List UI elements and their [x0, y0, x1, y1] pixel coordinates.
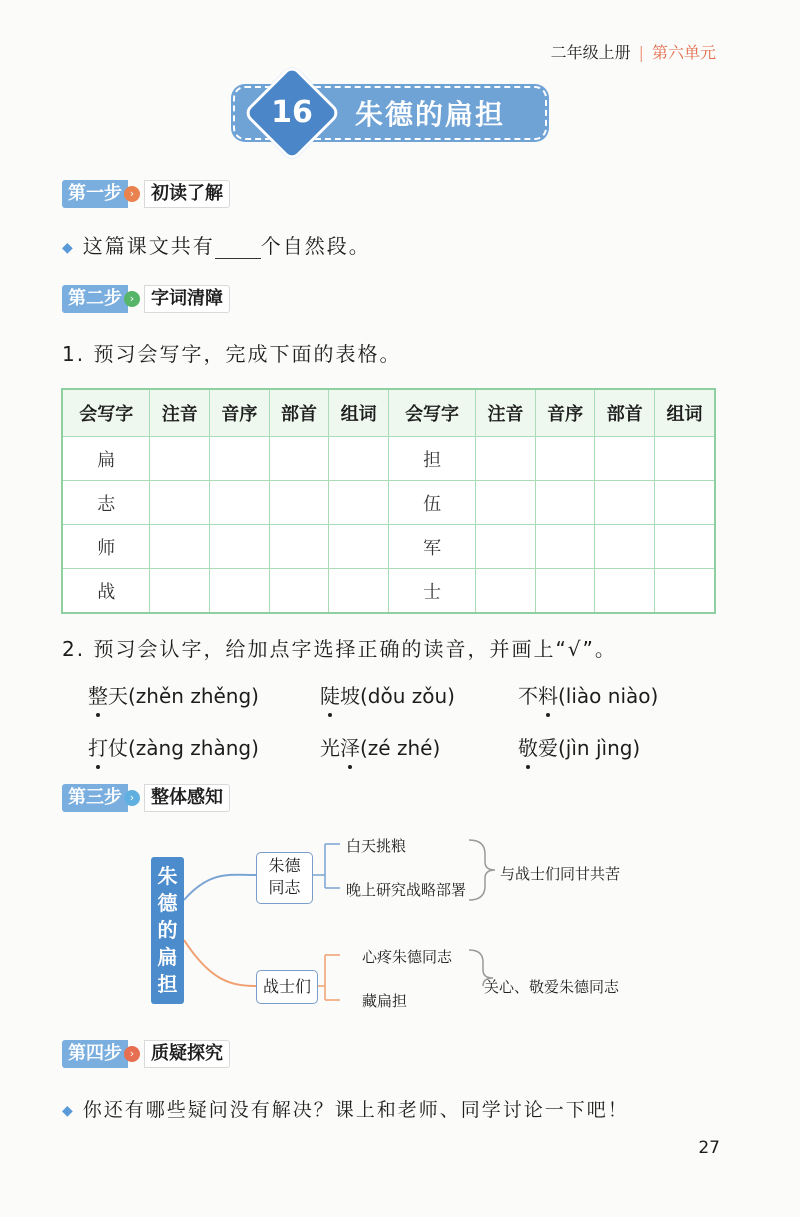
answer-cell[interactable] — [476, 569, 536, 614]
step1-label: 初读了解 — [144, 180, 230, 208]
mindmap-leaf: 白天挑粮 — [346, 837, 407, 855]
dotted-char: 整 — [88, 680, 108, 709]
char-rest: 仗 — [108, 736, 128, 760]
char-cell: 战 — [62, 569, 150, 614]
answer-cell[interactable] — [595, 437, 655, 481]
pinyin-options: (dǒu zǒu) — [360, 684, 455, 708]
char-cell: 士 — [388, 569, 475, 614]
answer-cell[interactable] — [595, 525, 655, 569]
step4-question — [62, 1095, 629, 1122]
answer-cell[interactable] — [329, 569, 389, 614]
answer-cell[interactable] — [476, 481, 536, 525]
step1-tag: 第一步 — [62, 180, 128, 208]
chevron-right-icon: › — [124, 186, 140, 202]
pinyin-item[interactable] — [88, 680, 259, 709]
lesson-number: 16 — [271, 95, 313, 130]
answer-cell[interactable] — [655, 525, 715, 569]
answer-blank[interactable] — [215, 238, 261, 259]
pinyin-options: (zhěn zhěng) — [128, 684, 259, 708]
step3-label: 整体感知 — [144, 784, 230, 812]
root-char: 德 — [157, 891, 178, 915]
dotted-char: 打 — [88, 732, 108, 761]
answer-cell[interactable] — [329, 437, 389, 481]
col-header: 组词 — [655, 389, 715, 437]
col-header: 部首 — [269, 389, 329, 437]
answer-cell[interactable] — [535, 525, 595, 569]
col-header: 部首 — [595, 389, 655, 437]
answer-cell[interactable] — [210, 525, 270, 569]
step4-tag: 第四步 — [62, 1040, 128, 1068]
grade-label: 二年级上册 — [550, 43, 631, 62]
col-header: 组词 — [329, 389, 389, 437]
step2-label: 字词清障 — [144, 285, 230, 313]
header-separator: | — [638, 43, 644, 62]
step3-tag: 第三步 — [62, 784, 128, 812]
dotted-char: 料 — [538, 680, 558, 709]
char-rest: 坡 — [340, 684, 360, 708]
mindmap-brackets — [465, 838, 505, 988]
answer-cell[interactable] — [269, 525, 329, 569]
answer-cell[interactable] — [595, 569, 655, 614]
question-1: 1. 预习会写字，完成下面的表格。 — [62, 342, 402, 366]
col-header: 音序 — [535, 389, 595, 437]
root-char: 担 — [157, 972, 178, 996]
unit-label: 第六单元 — [651, 43, 716, 62]
mindmap-connectors — [180, 830, 480, 1020]
chevron-right-icon: › — [124, 1046, 140, 1062]
root-char: 的 — [157, 918, 178, 942]
answer-cell[interactable] — [655, 569, 715, 614]
char-cell: 师 — [62, 525, 150, 569]
step4-header — [62, 1040, 230, 1068]
char-cell: 担 — [388, 437, 475, 481]
char-cell: 志 — [62, 481, 150, 525]
lesson-title: 朱德的扁担 — [354, 98, 505, 131]
dotted-char: 泽 — [340, 732, 360, 761]
pinyin-item[interactable] — [518, 680, 658, 709]
step1-question — [62, 230, 371, 259]
char-pre: 光 — [320, 736, 340, 760]
pinyin-item[interactable] — [320, 680, 455, 709]
mindmap-leaf: 晚上研究战略部署 — [346, 881, 467, 899]
pinyin-options: (liào niào) — [558, 684, 659, 708]
answer-cell[interactable] — [210, 481, 270, 525]
root-char: 朱 — [157, 864, 178, 888]
diamond-bullet-icon: ◆ — [62, 239, 75, 256]
col-header: 会写字 — [388, 389, 475, 437]
answer-cell[interactable] — [476, 525, 536, 569]
question-text: 你还有哪些疑问没有解决？课上和老师、同学讨论一下吧！ — [82, 1099, 629, 1121]
pinyin-options: (jìn jìng) — [558, 736, 641, 760]
col-header: 注音 — [150, 389, 210, 437]
pinyin-item[interactable] — [88, 732, 259, 761]
answer-cell[interactable] — [150, 569, 210, 614]
answer-cell[interactable] — [329, 481, 389, 525]
answer-cell[interactable] — [655, 481, 715, 525]
answer-cell[interactable] — [329, 525, 389, 569]
table-header-row — [62, 389, 715, 437]
pinyin-options: (zé zhé) — [360, 736, 441, 760]
mindmap-leaf: 藏扁担 — [362, 992, 408, 1010]
node-line: 朱德 — [268, 856, 301, 875]
answer-cell[interactable] — [535, 569, 595, 614]
char-pre: 不 — [518, 684, 538, 708]
table-row — [62, 437, 715, 481]
char-rest: 天 — [108, 684, 128, 708]
step1-header — [62, 180, 230, 208]
col-header: 音序 — [210, 389, 270, 437]
answer-cell[interactable] — [210, 569, 270, 614]
mindmap-node-soldiers: 战士们 — [256, 970, 318, 1004]
chevron-right-icon: › — [124, 790, 140, 806]
dotted-char: 陡 — [320, 680, 340, 709]
answer-cell[interactable] — [150, 481, 210, 525]
answer-cell[interactable] — [269, 437, 329, 481]
mindmap-summary: 关心、敬爱朱德同志 — [484, 978, 620, 996]
char-cell: 军 — [388, 525, 475, 569]
table-row — [62, 525, 715, 569]
step3-header — [62, 784, 230, 812]
pinyin-item[interactable] — [518, 732, 640, 761]
answer-cell[interactable] — [535, 481, 595, 525]
char-rest: 爱 — [538, 736, 558, 760]
step2-header — [62, 285, 230, 313]
mindmap-summary: 与战士们同甘共苦 — [500, 865, 621, 883]
answer-cell[interactable] — [535, 437, 595, 481]
step4-label: 质疑探究 — [144, 1040, 230, 1068]
root-char: 扁 — [157, 945, 178, 969]
lesson-title-banner — [233, 86, 547, 140]
question-2: 2. 预习会认字，给加点字选择正确的读音，并画上“√”。 — [62, 637, 617, 661]
writing-chars-table — [61, 388, 716, 614]
question-text-after: 个自然段。 — [260, 234, 371, 258]
answer-cell[interactable] — [476, 437, 536, 481]
answer-cell[interactable] — [150, 437, 210, 481]
answer-cell[interactable] — [150, 525, 210, 569]
question-text-before: 这篇课文共有 — [82, 234, 215, 258]
page-number: 27 — [698, 1138, 720, 1158]
answer-cell[interactable] — [269, 569, 329, 614]
table-row — [62, 481, 715, 525]
chevron-right-icon: › — [124, 291, 140, 307]
page-header — [551, 40, 716, 63]
col-header: 会写字 — [62, 389, 150, 437]
answer-cell[interactable] — [269, 481, 329, 525]
col-header: 注音 — [476, 389, 536, 437]
dotted-char: 敬 — [518, 732, 538, 761]
mindmap-root — [151, 857, 184, 1004]
mindmap-node-zhude — [256, 852, 313, 904]
char-cell: 扁 — [62, 437, 150, 481]
pinyin-item[interactable] — [320, 732, 440, 761]
step2-tag: 第二步 — [62, 285, 128, 313]
pinyin-options: (zàng zhàng) — [128, 736, 259, 760]
node-line: 同志 — [268, 878, 301, 897]
answer-cell[interactable] — [595, 481, 655, 525]
answer-cell[interactable] — [210, 437, 270, 481]
mindmap-leaf: 心疼朱德同志 — [362, 948, 453, 966]
answer-cell[interactable] — [655, 437, 715, 481]
diamond-bullet-icon: ◆ — [62, 1102, 75, 1119]
char-cell: 伍 — [388, 481, 475, 525]
table-row — [62, 569, 715, 614]
